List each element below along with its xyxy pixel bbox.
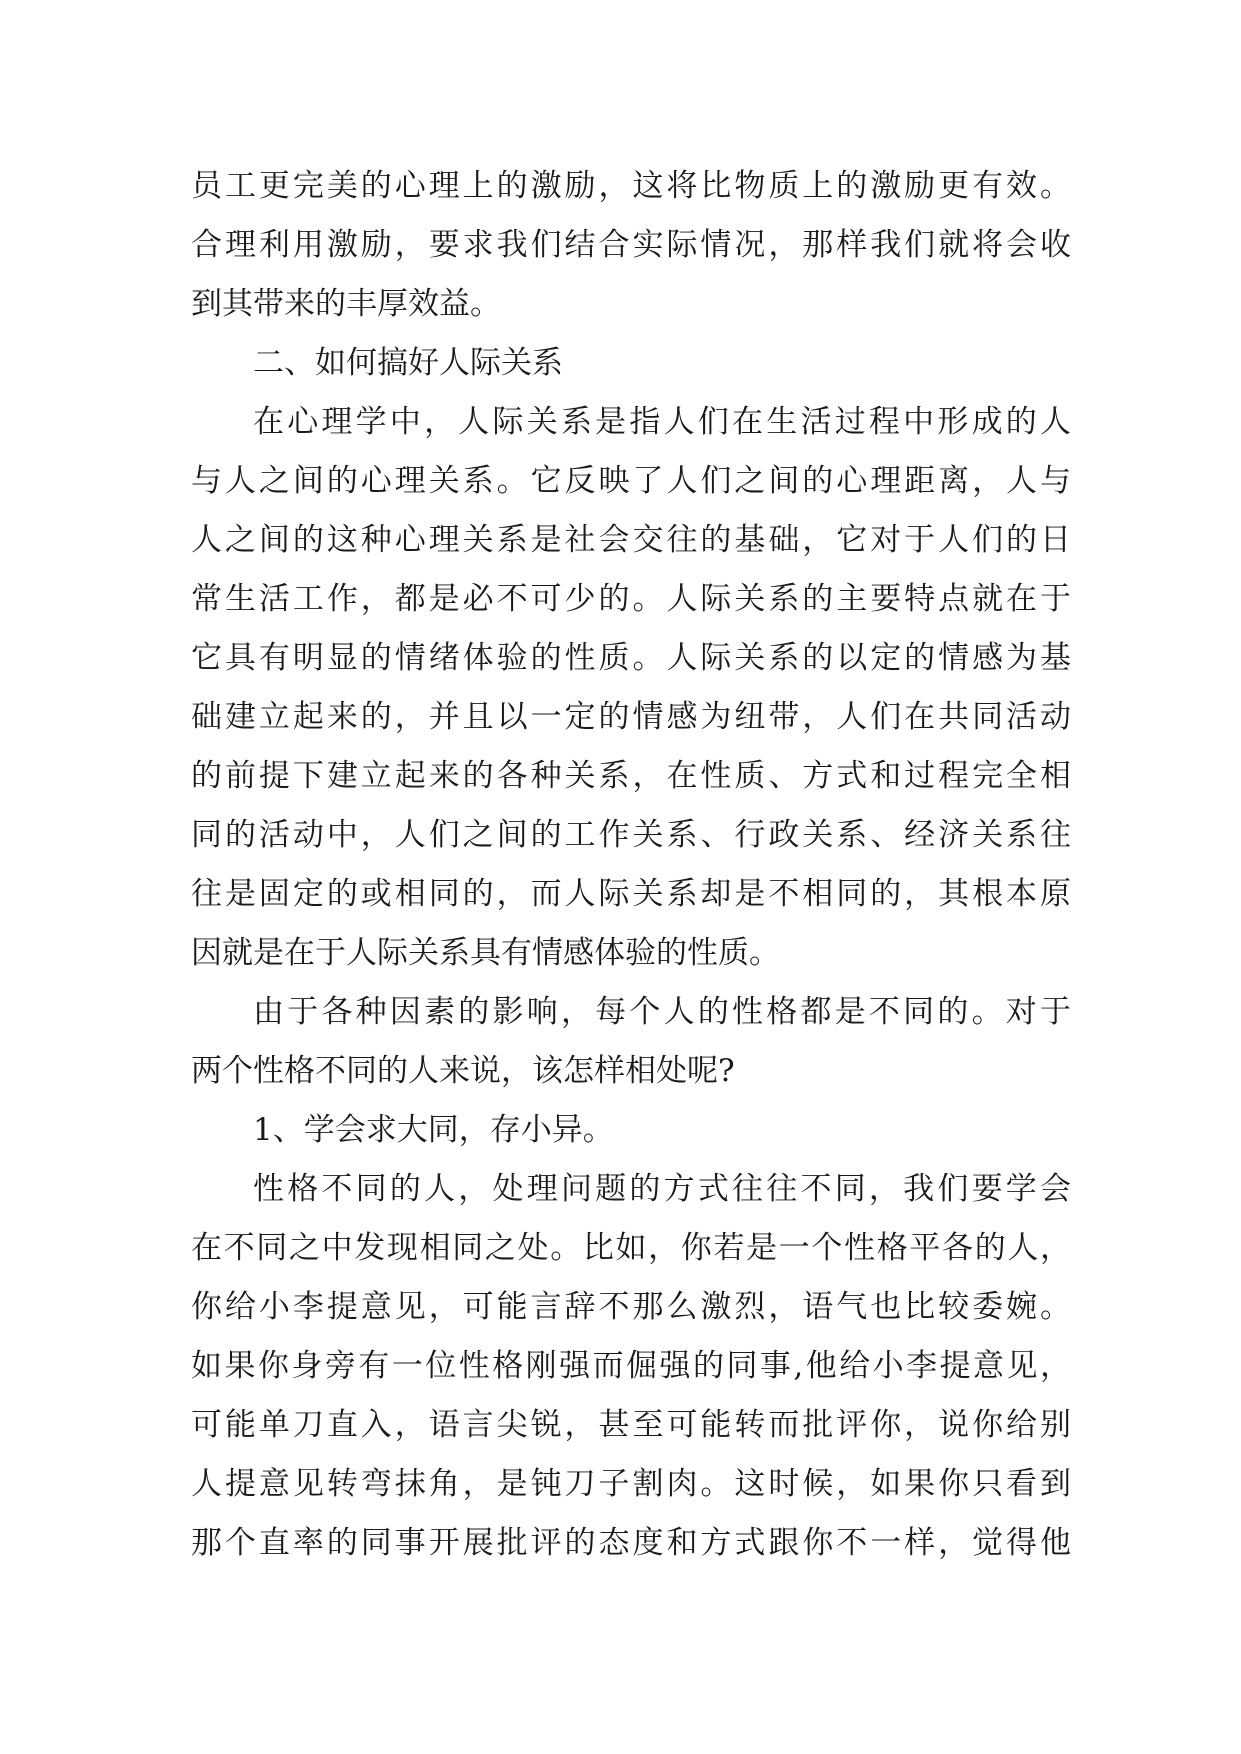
subsection-heading: 1、学会求大同，存小异。: [253, 1112, 614, 1148]
text-line: 常生活工作，都是必不可少的。人际关系的主要特点就在于: [191, 581, 1071, 617]
text-line: 你给小李提意见，可能言辞不那么激烈，语气也比较委婉。: [191, 1289, 1071, 1325]
text-line: 可能单刀直入，语言尖锐，甚至可能转而批评你，说你给别: [191, 1407, 1071, 1443]
text-line: 与人之间的心理关系。它反映了人们之间的心理距离，人与: [191, 463, 1071, 499]
text-line: 的前提下建立起来的各种关系，在性质、方式和过程完全相: [191, 758, 1071, 794]
text-line: 在心理学中，人际关系是指人们在生活过程中形成的人: [253, 404, 1071, 440]
text-line: 如果你身旁有一位性格刚强而倔强的同事,他给小李提意见，: [191, 1348, 1071, 1384]
text-line: 员工更完美的心理上的激励，这将比物质上的激励更有效。: [191, 168, 1071, 204]
section-heading: 二、如何搞好人际关系: [253, 345, 563, 381]
text-line: 两个性格不同的人来说，该怎样相处呢?: [191, 1053, 735, 1089]
text-line: 它具有明显的情绪体验的性质。人际关系的以定的情感为基: [191, 640, 1071, 676]
text-line: 人之间的这种心理关系是社会交往的基础，它对于人们的日: [191, 522, 1071, 558]
text-line: 合理利用激励，要求我们结合实际情况，那样我们就将会收: [191, 227, 1071, 263]
text-line: 往是固定的或相同的，而人际关系却是不相同的，其根本原: [191, 876, 1071, 912]
text-line: 人提意见转弯抹角，是钝刀子割肉。这时候，如果你只看到: [191, 1466, 1071, 1502]
text-line: 性格不同的人，处理问题的方式往往不同，我们要学会: [253, 1171, 1071, 1207]
text-line: 那个直率的同事开展批评的态度和方式跟你不一样，觉得他: [191, 1525, 1071, 1561]
text-line: 础建立起来的，并且以一定的情感为纽带，人们在共同活动: [191, 699, 1071, 735]
text-line: 因就是在于人际关系具有情感体验的性质。: [191, 935, 780, 971]
text-line: 在不同之中发现相同之处。比如，你若是一个性格平各的人，: [191, 1230, 1071, 1266]
text-line: 由于各种因素的影响，每个人的性格都是不同的。对于: [253, 994, 1071, 1030]
text-line: 到其带来的丰厚效益。: [191, 286, 501, 322]
text-line: 同的活动中，人们之间的工作关系、行政关系、经济关系往: [191, 817, 1071, 853]
body-text: [191, 157, 1071, 1573]
